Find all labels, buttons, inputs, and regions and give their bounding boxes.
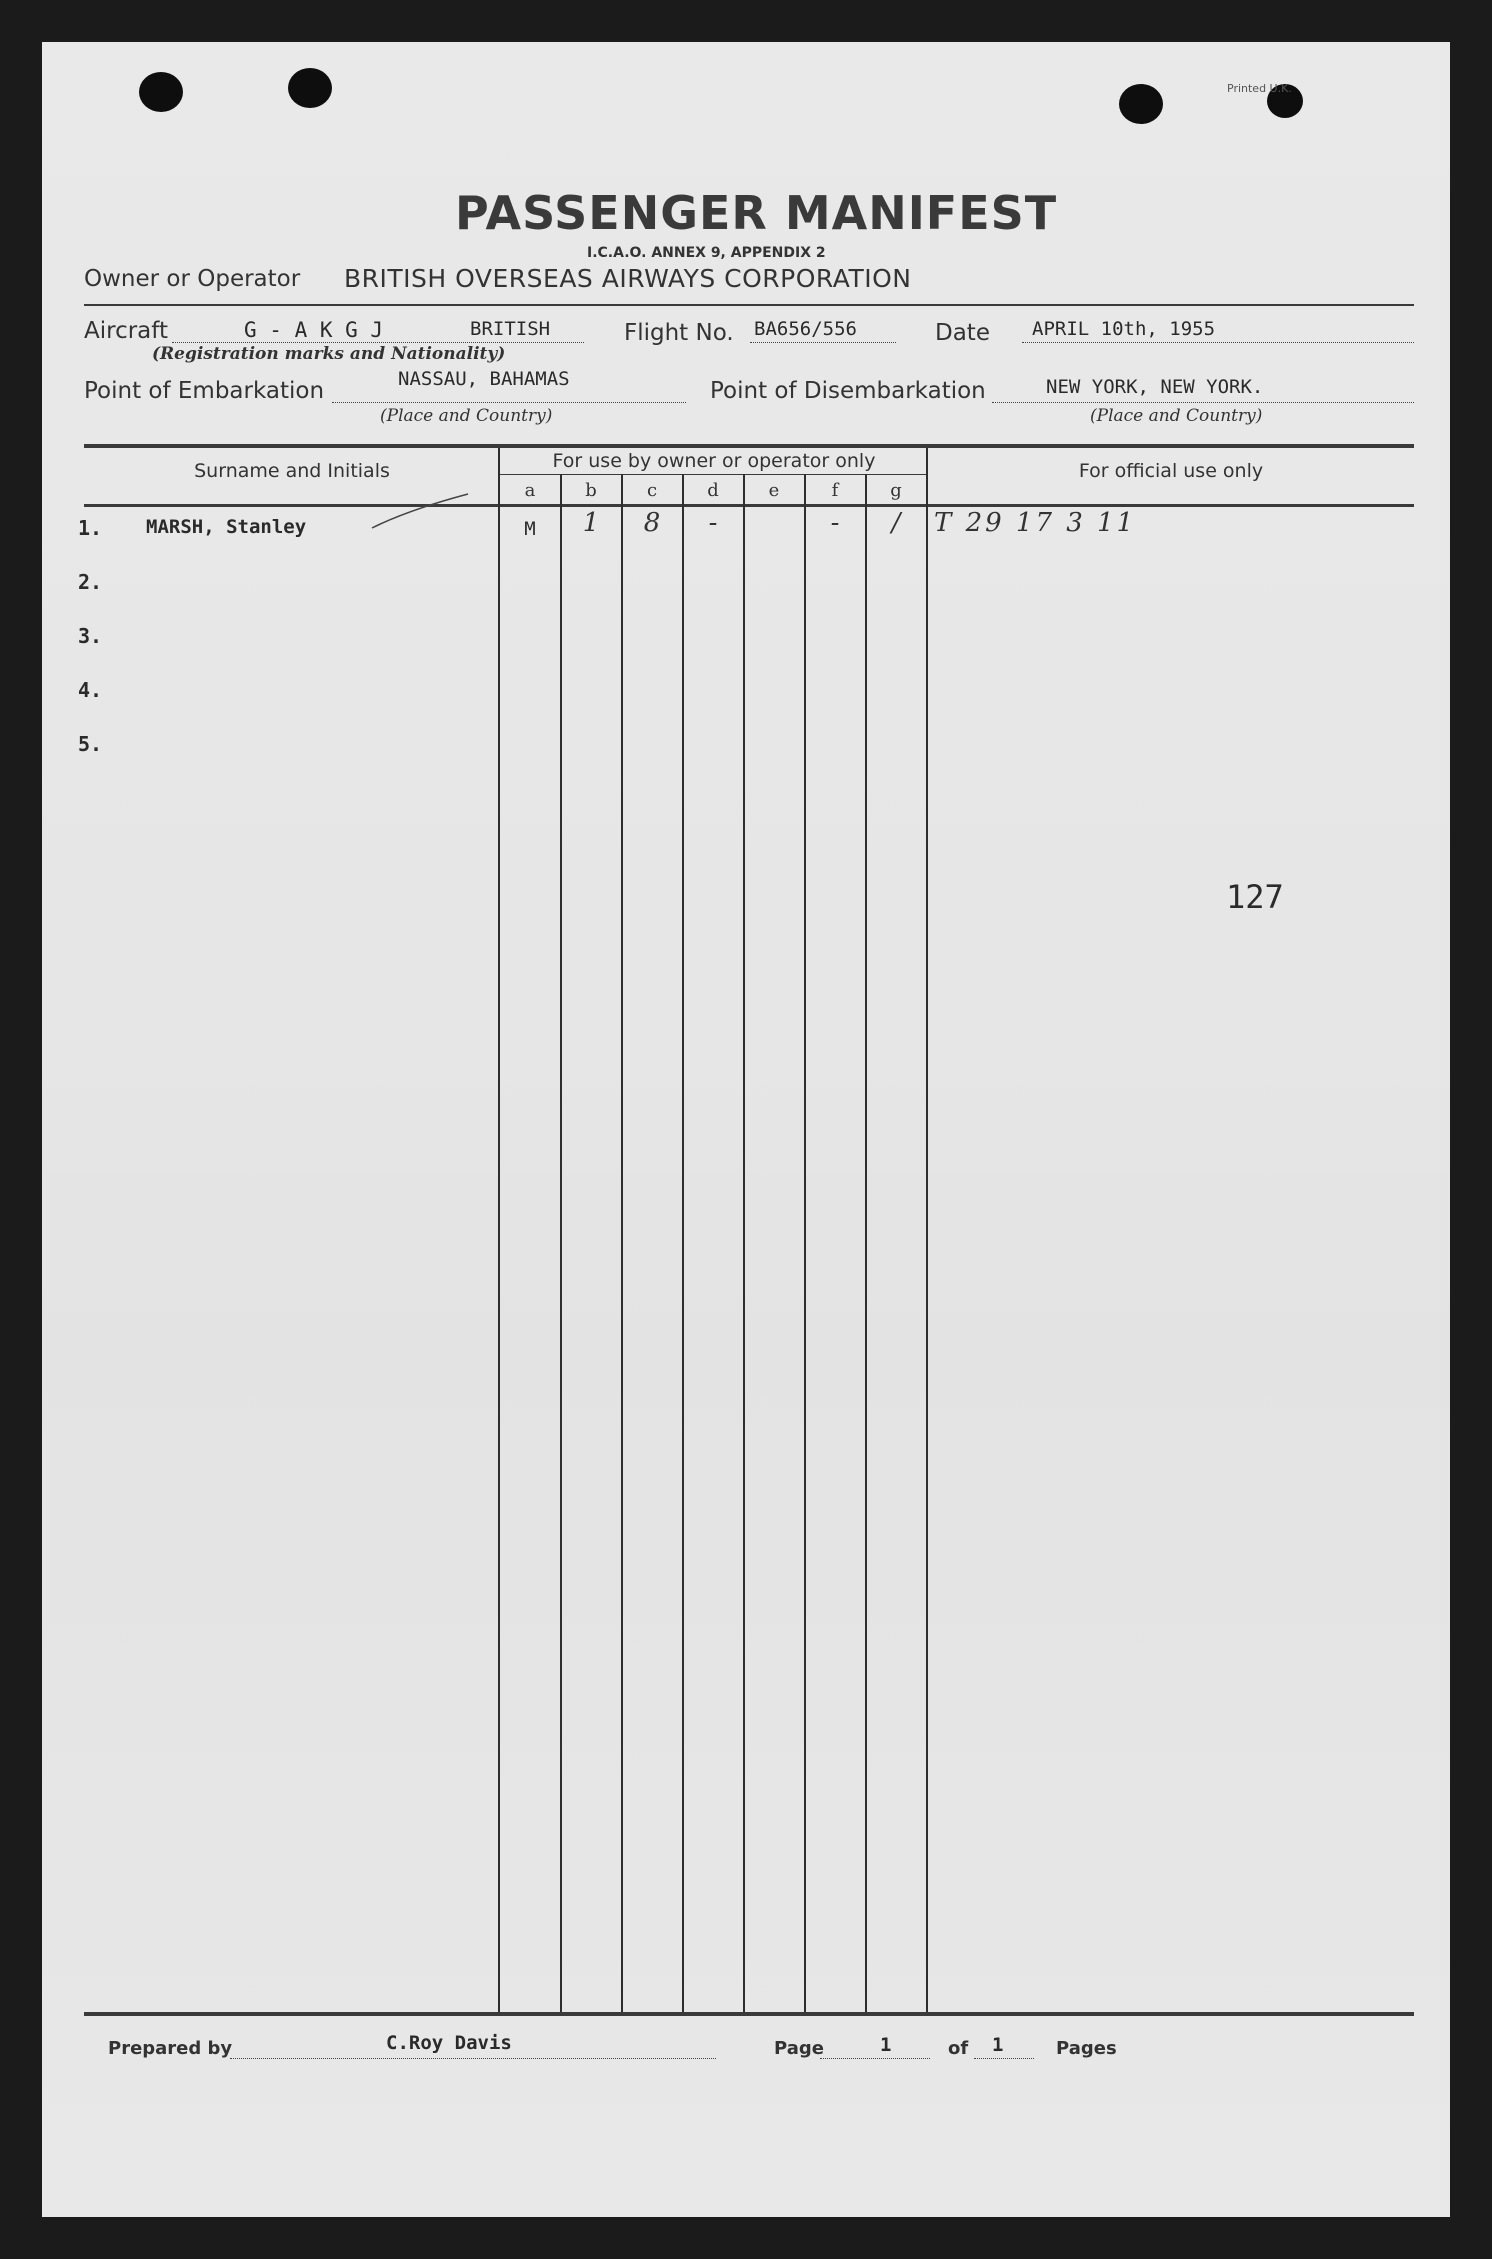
operator-header: For use by owner or operator only: [552, 450, 876, 472]
owner-value: BRITISH OVERSEAS AIRWAYS CORPORATION: [344, 264, 912, 293]
page-subtitle: I.C.A.O. ANNEX 9, APPENDIX 2: [587, 245, 826, 261]
cell-a: M: [524, 518, 536, 540]
page-value: 1: [880, 2034, 892, 2056]
punch-hole: [139, 72, 183, 112]
table-bottom-rule: [84, 2012, 1414, 2016]
col-letter-b: b: [585, 480, 597, 501]
official-entry: T 29 17 3 11: [934, 508, 1137, 538]
column-divider: [621, 474, 623, 2014]
col-letter-f: f: [831, 480, 839, 501]
passenger-name: MARSH, Stanley: [146, 516, 307, 538]
column-divider: [682, 474, 684, 2014]
disembarkation-caption: (Place and Country): [1090, 406, 1263, 426]
surname-header: Surname and Initials: [194, 460, 390, 482]
prepared-by-value: C.Roy Davis: [386, 2032, 512, 2054]
printer-mark: Printed U.K.: [1227, 82, 1292, 95]
table-top-rule: [84, 444, 1414, 448]
cell-f: -: [830, 508, 840, 538]
column-divider: [498, 448, 500, 2014]
embarkation-caption: (Place and Country): [380, 406, 553, 426]
row-number: 3.: [78, 624, 103, 648]
row-number: 5.: [78, 732, 103, 756]
aircraft-caption: (Registration marks and Nationality): [152, 344, 506, 364]
column-divider: [865, 474, 867, 2014]
date-value: APRIL 10th, 1955: [1032, 318, 1216, 340]
cell-b: 1: [582, 508, 600, 538]
cell-d: -: [708, 508, 718, 538]
flight-label: Flight No.: [624, 320, 734, 346]
col-letter-a: a: [524, 480, 536, 501]
table-header-rule: [84, 504, 1414, 507]
punch-hole: [1119, 84, 1163, 124]
of-label: of: [948, 2038, 969, 2059]
col-letter-g: g: [890, 480, 902, 501]
row-number: 1.: [78, 516, 103, 540]
aircraft-registration: G - A K G J: [244, 318, 384, 342]
cell-c: 8: [643, 508, 661, 538]
column-divider: [743, 474, 745, 2014]
col-letter-d: d: [707, 480, 719, 501]
manifest-page: [42, 42, 1450, 2217]
check-mark: [368, 490, 472, 534]
punch-hole: [288, 68, 332, 108]
date-label: Date: [935, 320, 990, 346]
disembarkation-label: Point of Disembarkation: [710, 378, 986, 404]
pages-label: Pages: [1056, 2038, 1117, 2059]
embarkation-label: Point of Embarkation: [84, 378, 325, 404]
of-value: 1: [992, 2034, 1004, 2056]
col-letter-e: e: [768, 480, 780, 501]
col-letter-c: c: [646, 480, 658, 501]
disembarkation-value: NEW YORK, NEW YORK.: [1046, 376, 1264, 398]
aircraft-label: Aircraft: [84, 318, 168, 344]
page-title: PASSENGER MANIFEST: [455, 186, 1058, 240]
row-number: 4.: [78, 678, 103, 702]
owner-label: Owner or Operator: [84, 266, 301, 292]
page-label: Page: [774, 2038, 824, 2059]
rule: [84, 304, 1414, 306]
page-number-stamp: 127: [1226, 878, 1284, 916]
aircraft-nationality: BRITISH: [470, 318, 551, 340]
column-divider: [560, 474, 562, 2014]
cell-g: /: [891, 508, 901, 538]
row-number: 2.: [78, 570, 103, 594]
prepared-by-label: Prepared by: [108, 2038, 233, 2059]
official-header: For official use only: [1078, 460, 1264, 482]
embarkation-value: NASSAU, BAHAMAS: [398, 368, 570, 390]
column-divider: [804, 474, 806, 2014]
column-divider: [926, 448, 928, 2014]
flight-value: BA656/556: [754, 318, 857, 340]
